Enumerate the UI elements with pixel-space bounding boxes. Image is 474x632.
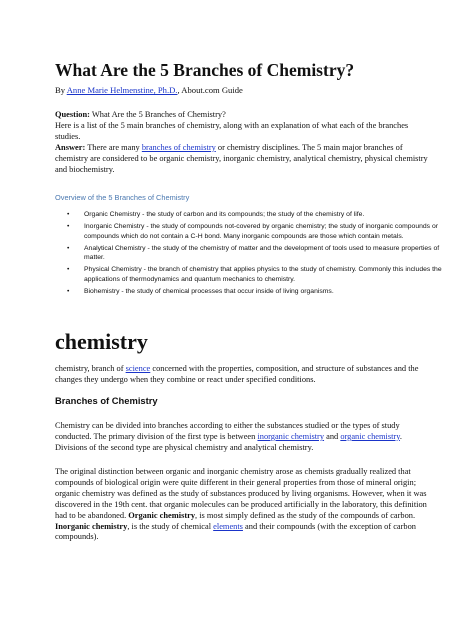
list-item [60, 287, 445, 296]
list-item [60, 244, 445, 263]
para1-text-b: and [324, 431, 341, 441]
paragraph-text [55, 467, 435, 543]
answer-text-end: or chemistry disciplines. The 5 main major branches of chemistry are considered to be organic chemistry, inorganic chemistry, analytical chemistry, physical chemistry and biochemistry. [55, 142, 428, 174]
paragraph-text [55, 421, 435, 454]
inorganic-chemistry-term: Inorganic chemistry [55, 521, 128, 531]
answer-text-start: There are many [85, 142, 142, 152]
author-link[interactable]: Anne Marie Helmenstine, Ph.D. [66, 85, 178, 95]
question-line [55, 110, 435, 121]
page-title: What Are the 5 Branches of Chemistry? [55, 60, 355, 80]
branches-list [60, 210, 445, 299]
list-item [60, 265, 445, 284]
bullet-icon: • [67, 288, 70, 296]
list-item [60, 210, 445, 219]
organic-chemistry-term: Organic chemistry [128, 510, 196, 520]
byline [55, 85, 243, 96]
definition-text [55, 364, 435, 386]
list-item-text: Inorganic Chemistry - the study of compounds not-covered by organic chemistry; the study of inorganic compounds or compounds which do not contain a C-H bond. Many inorganic compounds are those which contain metals. [84, 223, 438, 240]
list-item-text: Biohemistry - the study of chemical processes that occur inside of living organisms. [84, 288, 334, 296]
organic-chemistry-link[interactable]: organic chemistry [340, 431, 400, 441]
branches-heading: Branches of Chemistry [55, 395, 158, 406]
answer-label: Answer: [55, 142, 86, 152]
bullet-icon: • [67, 211, 70, 218]
definition-paragraph [55, 364, 435, 386]
list-item-text: Organic Chemistry - the study of carbon and its compounds; the study of the chemistry of life. [84, 211, 365, 218]
bullet-icon: • [67, 266, 70, 274]
bullet-icon: • [67, 223, 70, 231]
para2-text-c: , is the study of chemical [127, 521, 214, 531]
question-label: Question: [55, 110, 90, 119]
para2-text-d: and their compounds (with the exception of carbon compounds). [55, 521, 416, 542]
intro-text: Here is a list of the 5 main branches of chemistry, along with an explanation of what each of the branches studies. [55, 120, 409, 141]
definition-end: concerned with the properties, composition, and structure of substances and the changes they undergo when they combine or react under specified conditions. [55, 364, 419, 384]
para1-text-c: . Divisions of the second type are physical chemistry and analytical chemistry. [55, 431, 402, 452]
answer-paragraph [55, 143, 435, 176]
science-link[interactable]: science [125, 364, 151, 373]
list-item-text: Physical Chemistry - the branch of chemistry that applies physics to the study of chemistry. Commonly this includes the applications of thermodynamics and quantum mechanics to chemistry. [84, 266, 442, 283]
branches-paragraph-2 [55, 467, 435, 543]
para2-text-a: The original distinction between organic and inorganic chemistry arose as chemists gradually realized that compounds of biological origin were quite different in their general properties from those of mineral origin; organic chemistry was defined as the study of substances produced by living organisms. However, when it was discovered in the 19th cent. that organic molecules can be produced artificially in the laboratory, this definition had to be abandoned. [55, 467, 427, 520]
elements-link[interactable]: elements [213, 521, 243, 531]
question-text: What Are the 5 Branches of Chemistry? [89, 110, 226, 119]
para2-text-b: , is most simply defined as the study of the compounds of carbon. [195, 510, 416, 520]
question-answer-block [55, 110, 435, 175]
list-item-text: Analytical Chemistry - the study of the chemistry of matter and the development of tools used to measure properties of matter. [84, 244, 440, 262]
para1-text-a: Chemistry can be divided into branches according to either the substances studied or the types of study conducted. The primary division of the first type is between [55, 421, 400, 441]
chemistry-heading: chemistry [55, 329, 148, 354]
list-item [60, 222, 445, 241]
branches-paragraph-1 [55, 421, 435, 454]
definition-start: chemistry, branch of [55, 364, 126, 373]
bullet-icon: • [67, 244, 70, 252]
branches-of-chemistry-link[interactable]: branches of chemistry [141, 142, 216, 152]
byline-prefix: By [55, 85, 67, 95]
inorganic-chemistry-link[interactable]: inorganic chemistry [257, 431, 325, 441]
overview-heading: Overview of the 5 Branches of Chemistry [55, 193, 190, 202]
byline-suffix: , About.com Guide [177, 85, 243, 95]
